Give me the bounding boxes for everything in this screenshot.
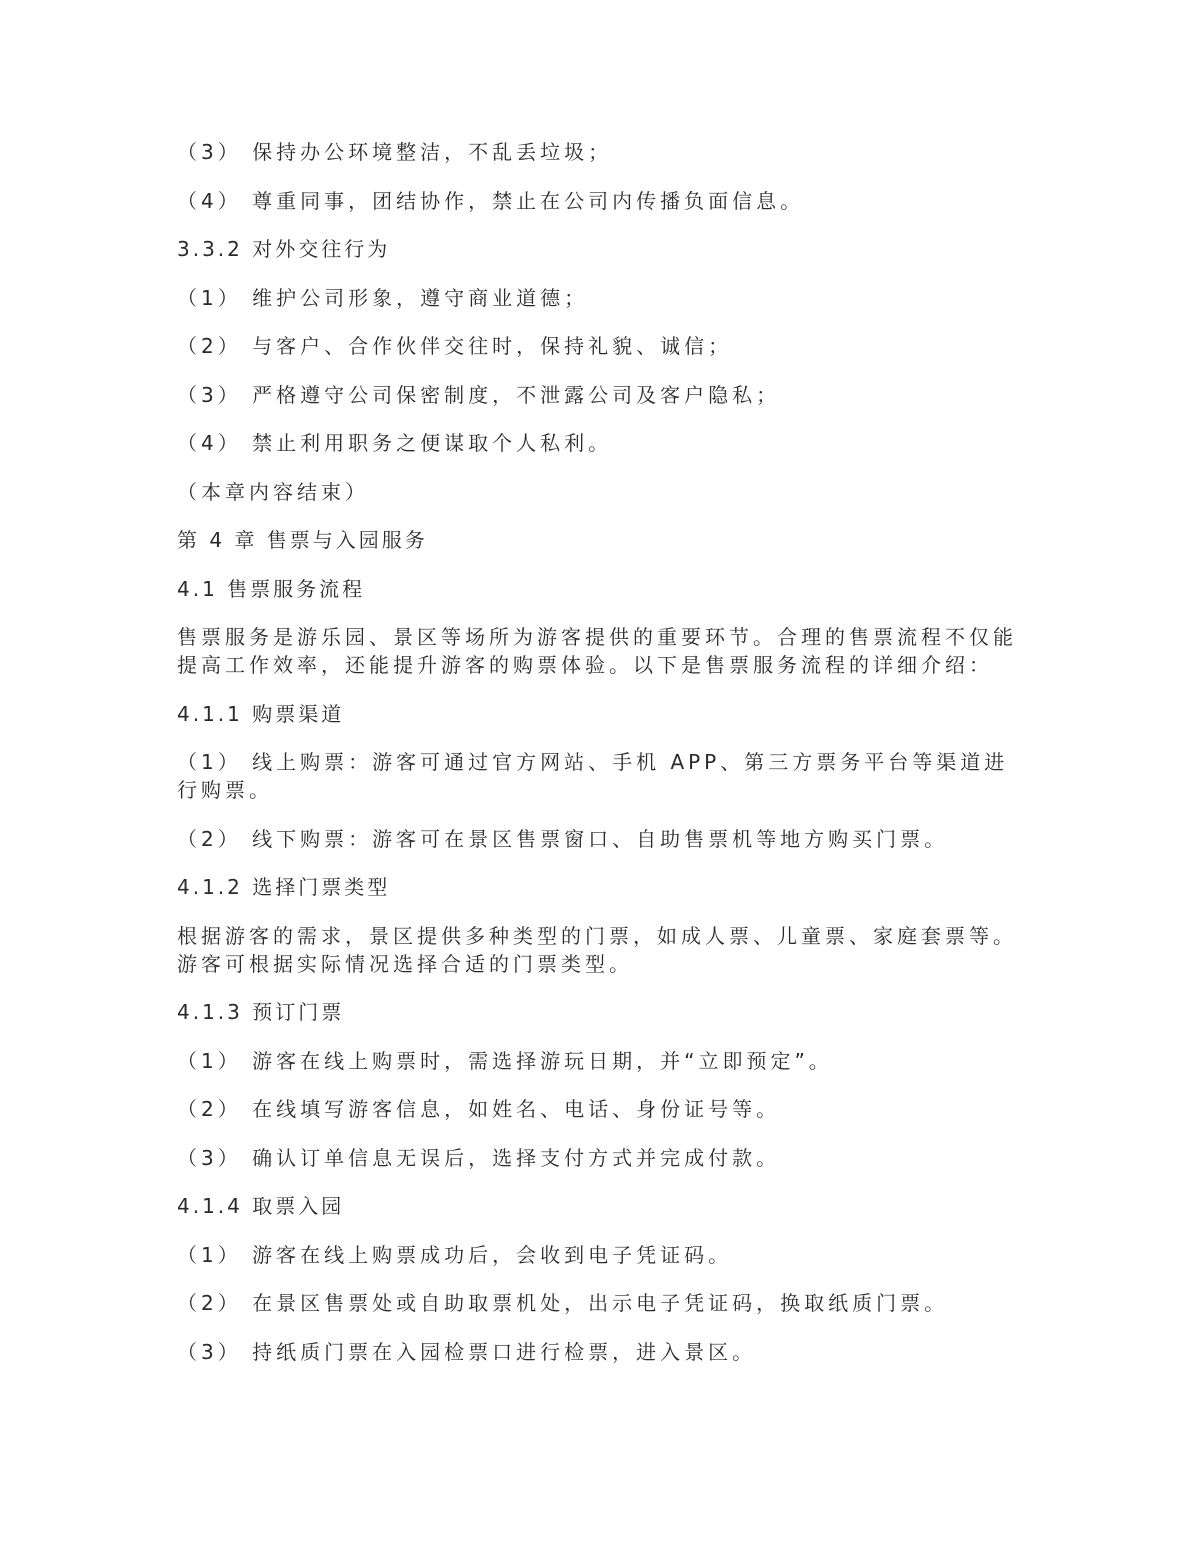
list-item-confirm-pay: （3） 确认订单信息无误后，选择支付方式并完成付款。 — [177, 1145, 781, 1170]
intro-paragraph: 售票服务是游乐园、景区等场所为游客提供的重要环节。合理的售票流程不仅能提高工作效率，还能提升游客的购票体验。以下是售票服务流程的详细介绍： — [177, 625, 1017, 677]
list-item-respect-colleagues: （4） 尊重同事，团结协作，禁止在公司内传播负面信息。 — [177, 188, 805, 213]
document-page — [177, 138, 1027, 1386]
list-item-exchange-ticket: （2） 在景区售票处或自助取票机处，出示电子凭证码，换取纸质门票。 — [177, 1291, 949, 1315]
list-item-confidentiality: （3） 严格遵守公司保密制度，不泄露公司及客户隐私； — [177, 382, 781, 407]
ticket-types-paragraph: 根据游客的需求，景区提供多种类型的门票，如成人票、儿童票、家庭套票等。游客可根据实际情况选择合适的门票类型。 — [177, 923, 1017, 976]
section-heading-4-1-1: 4.1.1 购票渠道 — [177, 701, 345, 726]
section-heading-4-1-4: 4.1.4 取票入园 — [177, 1194, 345, 1218]
list-item-no-personal-gain: （4） 禁止利用职务之便谋取个人私利。 — [177, 431, 613, 455]
list-item-check-in: （3） 持纸质门票在入园检票口进行检票，进入景区。 — [177, 1339, 757, 1364]
list-item-company-image: （1） 维护公司形象，遵守商业道德； — [177, 285, 589, 310]
list-item-courtesy-integrity: （2） 与客户、合作伙伴交往时，保持礼貌、诚信； — [177, 334, 733, 358]
list-item-receive-code: （1） 游客在线上购票成功后，会收到电子凭证码。 — [177, 1242, 733, 1267]
list-item-fill-info: （2） 在线填写游客信息，如姓名、电话、身份证号等。 — [177, 1097, 781, 1121]
list-item-select-date: （1） 游客在线上购票时，需选择游玩日期，并“立即预定”。 — [177, 1048, 833, 1073]
list-item-offline-purchase: （2） 线下购票：游客可在景区售票窗口、自助售票机等地方购买门票。 — [177, 826, 949, 851]
section-heading-3-3-2: 3.3.2 对外交往行为 — [177, 237, 391, 261]
list-item-keep-office-clean: （3） 保持办公环境整洁，不乱丢垃圾； — [177, 140, 613, 164]
chapter-heading-4: 第 4 章 售票与入园服务 — [177, 528, 428, 552]
section-heading-4-1: 4.1 售票服务流程 — [177, 576, 366, 601]
section-heading-4-1-2: 4.1.2 选择门票类型 — [177, 875, 391, 899]
section-heading-4-1-3: 4.1.3 预订门票 — [177, 1000, 345, 1024]
chapter-end-note: （本章内容结束） — [177, 479, 369, 504]
list-item-online-purchase: （1） 线上购票：游客可通过官方网站、手机 APP、第三方票务平台等渠道进行购票。 — [177, 750, 1009, 802]
